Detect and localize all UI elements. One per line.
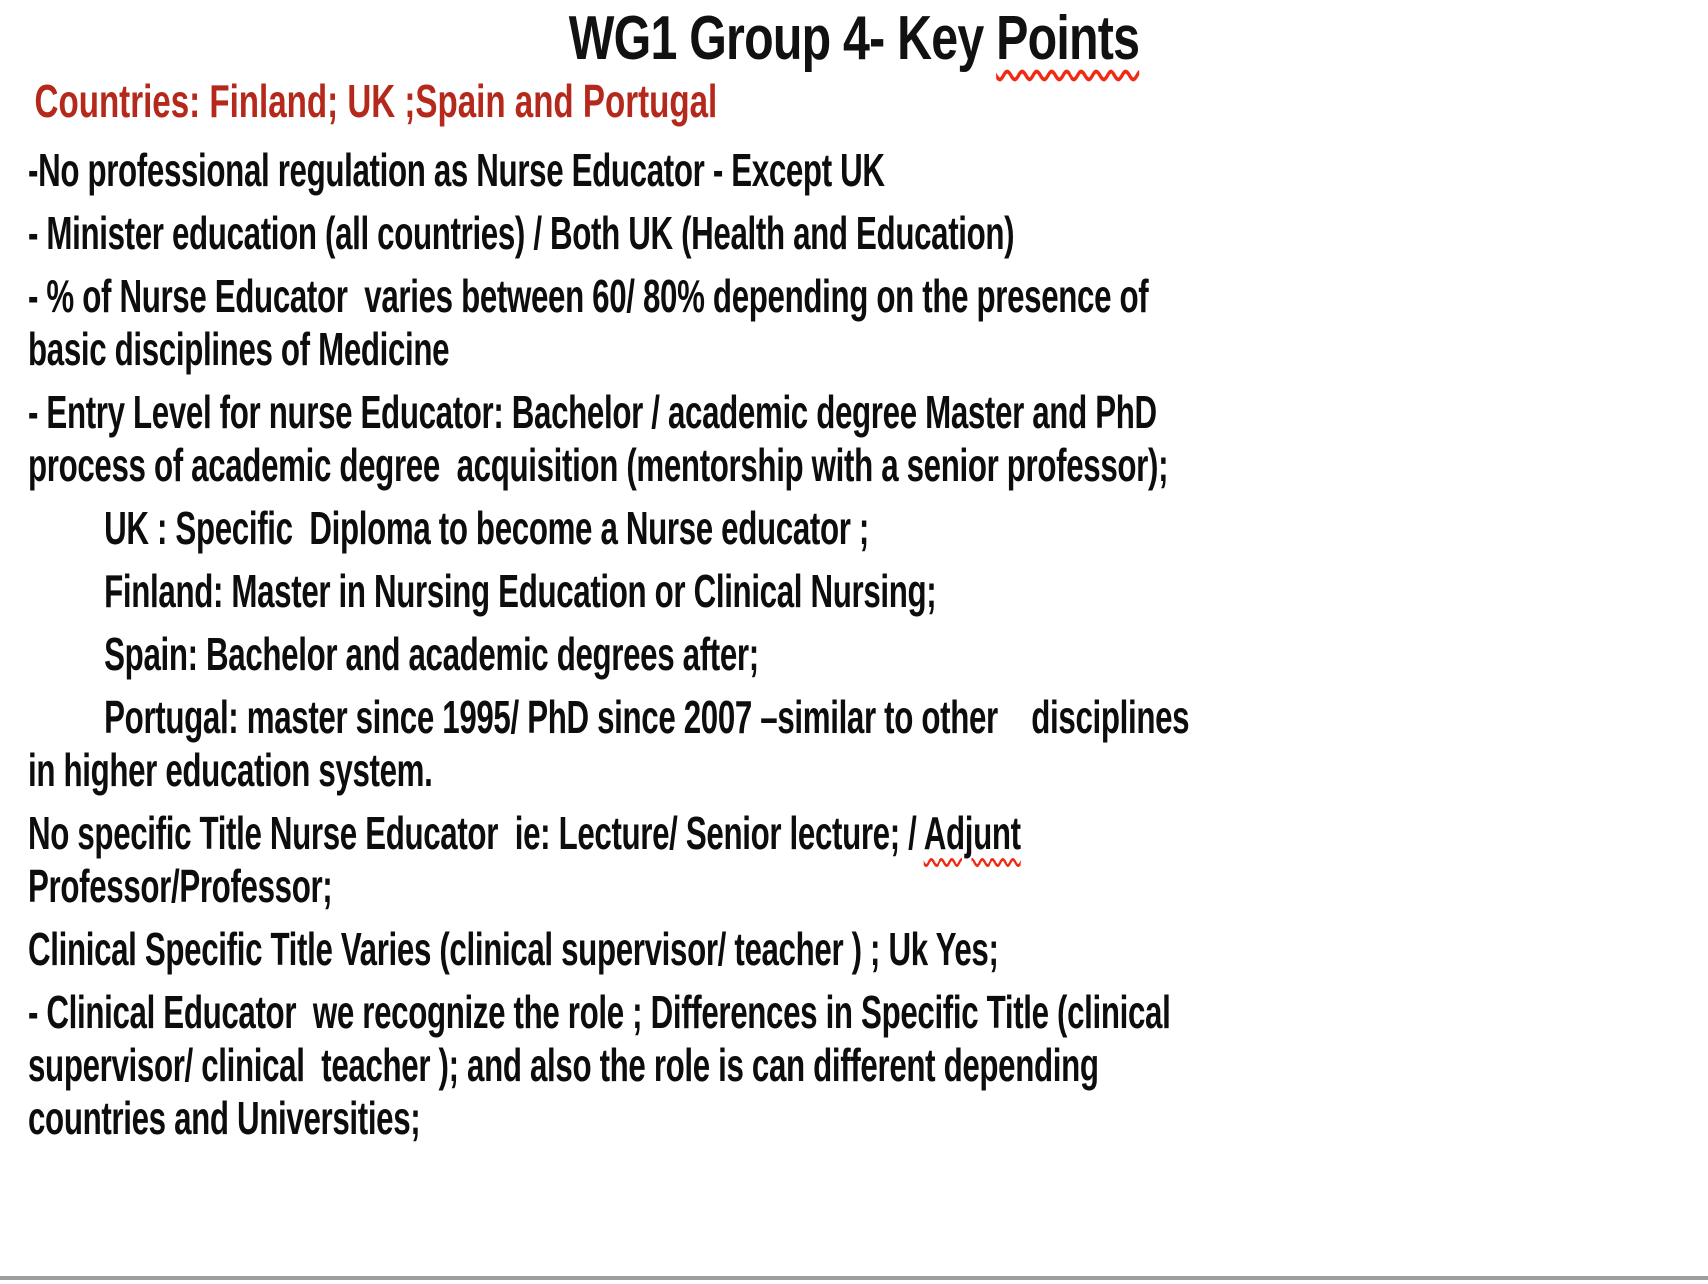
text-line: Clinical Specific Title Varies (clinical supervisor/ teacher ) ; Uk Yes; (28, 923, 999, 975)
text-line: UK : Specific Diploma to become a Nurse educator ; (104, 502, 869, 554)
text-line: -No professional regulation as Nurse Educator - Except UK (28, 144, 885, 196)
text-line: countries and Universities; (28, 1092, 421, 1144)
text-line (28, 807, 1170, 860)
slide-subtitle-countries: Countries: Finland; UK ;Spain and Portugal (34, 75, 718, 127)
bullet-paragraph (28, 144, 1708, 197)
bullet-paragraph-finland (28, 565, 1708, 618)
text-line: - % of Nurse Educator varies between 60/ 80% depending on the presence of (28, 270, 1149, 322)
slide-title (188, 6, 1520, 72)
text-line: Professor/Professor; (28, 860, 333, 912)
spellcheck-word-points: Points (996, 4, 1140, 73)
bottom-divider (0, 1276, 1708, 1280)
text-segment: No specific Title Nurse Educator ie: Lecture/ Senior lecture; / (28, 807, 924, 859)
text-line: - Entry Level for nurse Educator: Bachelor / academic degree Master and PhD (28, 386, 1157, 438)
bullet-paragraph-portugal (28, 691, 1708, 797)
bullet-paragraph (28, 923, 1708, 976)
text-line: - Clinical Educator we recognize the role ; Differences in Specific Title (clinical (28, 986, 1171, 1038)
bullet-paragraph (28, 807, 1708, 913)
slide-title-text: WG1 Group 4- Key (568, 4, 997, 73)
text-line: process of academic degree acquisition (mentorship with a senior professor); (28, 439, 1169, 491)
slide-body (28, 144, 1708, 1145)
bullet-paragraph (28, 386, 1708, 492)
text-line: in higher education system. (28, 744, 433, 796)
spellcheck-word-adjunt: Adjunt (923, 807, 1021, 859)
bullet-paragraph (28, 207, 1708, 260)
bullet-paragraph (28, 986, 1708, 1145)
text-line: Spain: Bachelor and academic degrees after; (104, 628, 759, 680)
text-line: - Minister education (all countries) / Both UK (Health and Education) (28, 207, 1015, 259)
text-line: basic disciplines of Medicine (28, 323, 450, 375)
text-line: supervisor/ clinical teacher ); and also the role is can different depending (28, 1039, 1099, 1091)
bullet-paragraph (28, 270, 1708, 376)
bullet-paragraph-uk (28, 502, 1708, 555)
text-line: Portugal: master since 1995/ PhD since 2007 –similar to other disciplines (104, 691, 1190, 743)
bullet-paragraph-spain (28, 628, 1708, 681)
text-line: Finland: Master in Nursing Education or Clinical Nursing; (104, 565, 937, 617)
